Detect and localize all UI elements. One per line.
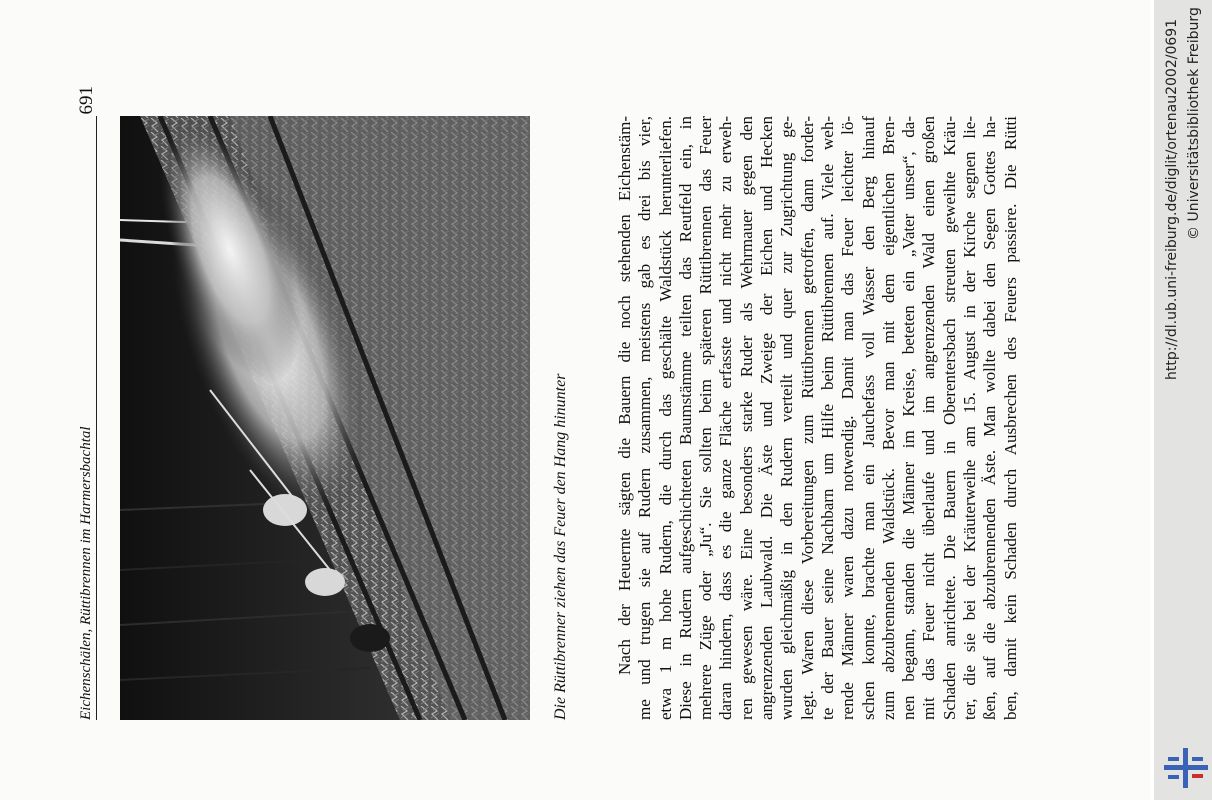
text-line: me und trugen sie auf Rudern zusammen, meistens gab es drei bis vier, [635,116,655,720]
copyright-notice: © Universitätsbibliothek Freiburg [1186,7,1202,240]
running-head: Eichenschälen, Rüttibrennen im Harmersbachtal [78,426,94,720]
text-line: ter, die sie bei der Kräuterweihe am 15. August in der Kirche segnen lie- [960,116,980,720]
text-line: wurden gleichmäßig in den Rudern verteilt und quer zur Zugrichtung ge- [777,116,797,720]
sidebar-rotated-text [1154,0,1212,800]
text-line: rende Männer waren dazu notwendig. Damit man das Feuer leichter lö- [838,116,858,720]
figure-caption: Die Rüttibrenner ziehen das Feuer den Hang hinunter [552,373,569,720]
photograph-field-burning [120,116,530,720]
text-line: ren gewesen wäre. Eine besonders starke Ruder als Wehrmauer gegen den [736,116,756,720]
text-line: Schaden anrichtete. Die Bauern in Oberentersbach streuten geweihte Kräu- [939,116,959,720]
text-line: mehrere Züge oder „Ju“. Sie sollten beim späteren Rüttibrennen das Feuer [696,116,716,720]
text-line: schen konnte, brachte man ein Jauchefass voll Wasser den Berg hinauf [858,116,878,720]
text-line: ben, damit kein Schaden durch Ausbrechen des Feuers passiere. Die Rütti [1000,116,1020,720]
text-line: Nach der Heuernte sägten die Bauern die noch stehenden Eichenstäm- [615,116,634,675]
text-line: ßen, auf die abzubrennenden Äste. Man wollte dabei den Segen Gottes ha- [980,116,1000,720]
page-number: 691 [76,86,97,115]
photo-illustration [120,116,530,720]
text-line: nen begann, standen die Männer im Kreise, beteten ein „Vater unser“, da- [899,116,919,720]
body-text [615,116,1021,720]
text-line: legt. Waren diese Vorbereitungen zum Rüttibrennen getroffen, dann forder- [797,116,817,720]
library-logo-icon [1164,748,1208,788]
text-line: mit das Feuer nicht überlaufe und im angrenzenden Wald einen großen [919,116,939,720]
text-line: daran hindern, dass es die ganze Fläche erfasste und nicht mehr zu erweh- [716,116,736,720]
text-line: zum abzubrennenden Waldstück. Bevor man mit dem eigentlichen Bren- [878,116,898,720]
text-line: angrenzenden Laubwald. Die Äste und Zweige der Eichen und Hecken [757,116,777,720]
text-line: etwa 1 m hohe Rudern, die durch das geschälte Waldstück herunterliefen. [655,116,675,720]
text-line: te der Bauer seine Nachbarn um Hilfe beim Rüttibrennen auf. Viele weh- [817,116,837,720]
permalink-url[interactable]: http://dl.ub.uni-freiburg.de/diglit/ortenau2002/0691 [1164,18,1180,380]
text-line: Diese in Rudern aufgeschichteten Baumstämme teilten das Reutfeld ein, in [675,116,695,720]
library-sidebar [1154,0,1212,800]
header-rule [96,116,97,720]
